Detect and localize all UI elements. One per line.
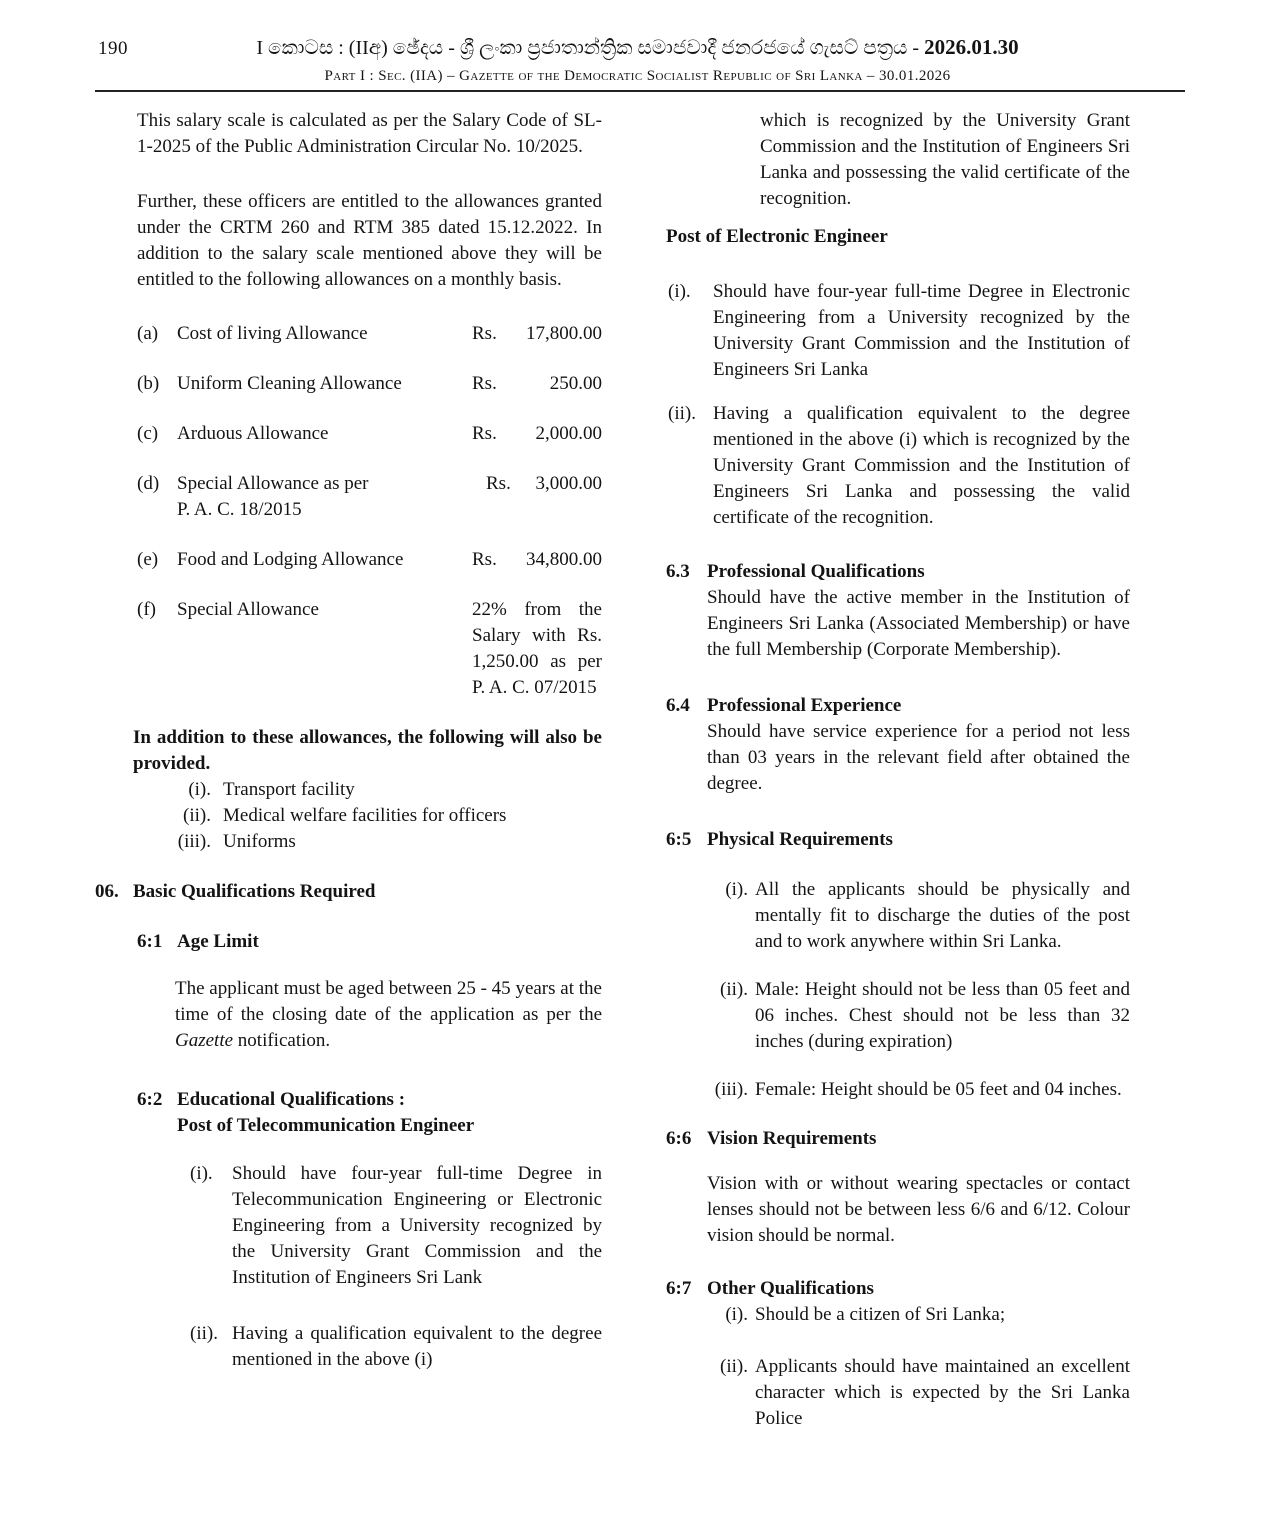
list-item-label: (ii). xyxy=(720,1356,748,1377)
header-titles xyxy=(0,32,1275,86)
section-6-3-heading xyxy=(666,559,1130,585)
list-item xyxy=(95,1321,602,1373)
gazette-title-english: Part I : Sec. (IIA) – Gazette of the Democratic Socialist Republic of Sri Lanka – 30.01.2026 xyxy=(324,68,951,84)
header-rule xyxy=(95,90,1185,92)
list-item-text: Male: Height should not be less than 05 feet and 06 inches. Chest should not be less than 32 inches (during expiration) xyxy=(755,979,1130,1052)
list-item-text: Medical welfare facilities for officers xyxy=(223,805,507,826)
section-number: 6:6 xyxy=(666,1128,692,1149)
currency: Rs. xyxy=(472,549,497,570)
allowance-label: (f) xyxy=(137,599,156,620)
section-title: Vision Requirements xyxy=(707,1128,877,1149)
allowance-value xyxy=(472,471,602,497)
section-6-1-heading xyxy=(95,929,602,955)
age-text-italic: Gazette xyxy=(175,1030,234,1051)
section-06-heading xyxy=(95,879,602,905)
allowance-value xyxy=(472,371,602,397)
allowance-label: (c) xyxy=(137,423,159,444)
section-6-3 xyxy=(666,559,1130,663)
allowance-name: Food and Lodging Allowance xyxy=(177,549,404,570)
section-body: Should have service experience for a period not less than 03 years in the relevant field after obtained the degree. xyxy=(707,721,1130,794)
section-title: Professional Qualifications xyxy=(707,561,925,582)
section-number: 6:7 xyxy=(666,1278,692,1299)
list-item xyxy=(666,1077,1130,1103)
section-6-7-heading xyxy=(666,1276,1130,1302)
list-item xyxy=(95,1161,602,1291)
amount: 250.00 xyxy=(549,373,602,394)
allowance-row-f xyxy=(95,597,602,701)
list-item-text: Should have four-year full-time Degree in Electronic Engineering from a University recognized by the University Grant Commission and the Institution of Engineers Sri Lanka xyxy=(713,281,1130,380)
list-item-label: (iii). xyxy=(177,831,211,852)
post-electronic-heading: Post of Electronic Engineer xyxy=(666,226,888,247)
section-number: 6.4 xyxy=(666,695,690,716)
section-number: 06. xyxy=(95,881,119,902)
section-title: Professional Experience xyxy=(707,695,902,716)
para-age-limit xyxy=(95,976,602,1054)
allowance-list xyxy=(95,321,602,701)
currency: Rs. xyxy=(472,373,497,394)
list-item xyxy=(666,1302,1130,1328)
list-item-text: Uniforms xyxy=(223,831,296,852)
para-additional-intro: In addition to these allowances, the following will also be provided. xyxy=(133,727,602,774)
section-title xyxy=(177,1087,474,1139)
section-title-line2: Post of Telecommunication Engineer xyxy=(177,1115,475,1136)
section-number: 6:1 xyxy=(137,931,163,952)
list-item-label: (i). xyxy=(190,1163,213,1184)
list-item xyxy=(666,877,1130,955)
section-number: 6:5 xyxy=(666,829,692,850)
currency: Rs. xyxy=(472,423,497,444)
section-number: 6:2 xyxy=(137,1089,163,1110)
currency: Rs. xyxy=(486,473,511,494)
list-item xyxy=(666,279,1130,383)
list-item-label: (ii). xyxy=(668,403,696,424)
list-item-label: (ii). xyxy=(183,805,211,826)
allowance-name-line2: P. A. C. 18/2015 xyxy=(177,499,302,520)
allowance-name: Uniform Cleaning Allowance xyxy=(177,373,402,394)
section-6-4-heading xyxy=(666,693,1130,719)
list-item-label: (iii). xyxy=(714,1079,748,1100)
section-body: Should have the active member in the Institution of Engineers Sri Lanka (Associated Membership) or have the full Membership (Corporate Membership). xyxy=(707,587,1130,660)
amount: 17,800.00 xyxy=(526,323,602,344)
list-item xyxy=(666,977,1130,1055)
section-6-5-heading xyxy=(666,827,1130,853)
allowance-row-b xyxy=(95,371,602,397)
list-item-label: (i). xyxy=(725,1304,748,1325)
list-item-text: Applicants should have maintained an excellent character which is expected by the Sri Lanka Police xyxy=(755,1356,1130,1429)
list-item-label: (ii). xyxy=(720,979,748,1000)
amount: 34,800.00 xyxy=(526,549,602,570)
list-item-text: Having a qualification equivalent to the degree mentioned in the above (i) xyxy=(232,1323,602,1370)
section-title-line1: Educational Qualifications : xyxy=(177,1089,406,1110)
list-item xyxy=(95,803,602,829)
currency: Rs. xyxy=(472,323,497,344)
list-item xyxy=(666,401,1130,531)
para-continuation: which is recognized by the University Grant Commission and the Institution of Engineers Sri Lanka and possessing the valid certificate of the recognition. xyxy=(760,110,1130,209)
allowance-label: (d) xyxy=(137,473,160,494)
list-item-label: (i). xyxy=(188,779,211,800)
list-item-label: (i). xyxy=(668,281,691,302)
allowance-label: (a) xyxy=(137,323,159,344)
para-salary-code: This salary scale is calculated as per the Salary Code of SL-1-2025 of the Public Administration Circular No. 10/2025. xyxy=(137,110,602,157)
allowance-name xyxy=(177,471,472,523)
allowance-value: 22% from the Salary with Rs. 1,250.00 as per P. A. C. 07/2015 xyxy=(472,599,602,698)
section-6-6 xyxy=(666,1126,1130,1249)
allowance-name: Arduous Allowance xyxy=(177,423,329,444)
allowance-row-d xyxy=(95,471,602,523)
allowance-row-e xyxy=(95,547,602,573)
section-6-2-heading xyxy=(95,1087,602,1139)
allowance-value xyxy=(472,421,602,447)
left-column xyxy=(95,108,602,1432)
list-item-label: (ii). xyxy=(190,1323,218,1344)
gazette-date: 2026.01.30 xyxy=(924,35,1019,59)
allowance-name-line1: Special Allowance as per xyxy=(177,473,369,494)
section-6-6-heading xyxy=(666,1126,1130,1152)
section-number: 6.3 xyxy=(666,561,690,582)
allowance-name: Special Allowance xyxy=(177,599,319,620)
list-item-label: (i). xyxy=(725,879,748,900)
section-title: Other Qualifications xyxy=(707,1278,874,1299)
amount: 3,000.00 xyxy=(535,473,602,494)
document-body xyxy=(0,92,1275,1432)
page-number: 190 xyxy=(98,38,128,59)
age-text-pre: The applicant must be aged between 25 - 45 years at the time of the closing date of the application as per the xyxy=(175,978,602,1025)
section-title: Basic Qualifications Required xyxy=(133,881,376,902)
list-item-text: Should be a citizen of Sri Lanka; xyxy=(755,1304,1006,1325)
list-item xyxy=(666,1354,1130,1432)
allowance-label: (e) xyxy=(137,549,159,570)
additional-benefits-list xyxy=(95,777,602,855)
allowance-row-a xyxy=(95,321,602,347)
section-6-4 xyxy=(666,693,1130,797)
allowance-label: (b) xyxy=(137,373,160,394)
list-item-text: Should have four-year full-time Degree in Telecommunication Engineering or Electronic Engineering from a University recognized by the University Grant Commission and the Institution of Engineers Sri Lank xyxy=(232,1163,602,1288)
section-title: Age Limit xyxy=(177,931,259,952)
list-item xyxy=(95,777,602,803)
list-item-text: All the applicants should be physically and mentally fit to discharge the duties of the post and to work anywhere within Sri Lanka. xyxy=(755,879,1130,952)
list-item-text: Female: Height should be 05 feet and 04 inches. xyxy=(755,1079,1122,1100)
list-item-text: Transport facility xyxy=(223,779,355,800)
allowance-row-c xyxy=(95,421,602,447)
page-header xyxy=(0,0,1275,92)
list-item-text: Having a qualification equivalent to the degree mentioned in the above (i) which is recognized by the University Grant Commission and the Institution of Engineers Sri Lanka and possessing the valid certificate of the recognition. xyxy=(713,403,1130,528)
amount: 2,000.00 xyxy=(535,423,602,444)
allowance-value xyxy=(472,321,602,347)
list-item xyxy=(95,829,602,855)
gazette-title-sinhala-text: I කොටස : (IIඅ) ඡේදය - ශ්‍රී ලංකා ප්‍රජාතාන්ත්‍රික සමාජවාදී ජනරජයේ ගැසට් පත්‍රය - xyxy=(256,37,920,59)
right-column xyxy=(666,108,1130,1432)
para-allowances-intro: Further, these officers are entitled to the allowances granted under the CRTM 260 and RTM 385 dated 15.12.2022. In addition to the salary scale mentioned above they will be entitled to the following allowances on a monthly basis. xyxy=(137,191,602,290)
allowance-value xyxy=(472,547,602,573)
gazette-title-sinhala xyxy=(0,32,1275,63)
section-title: Physical Requirements xyxy=(707,829,893,850)
section-body: Vision with or without wearing spectacles or contact lenses should not be between less 6/6 and 6/12. Colour vision should be normal. xyxy=(707,1173,1130,1246)
allowance-name: Cost of living Allowance xyxy=(177,323,368,344)
age-text-post: notification. xyxy=(233,1030,331,1051)
